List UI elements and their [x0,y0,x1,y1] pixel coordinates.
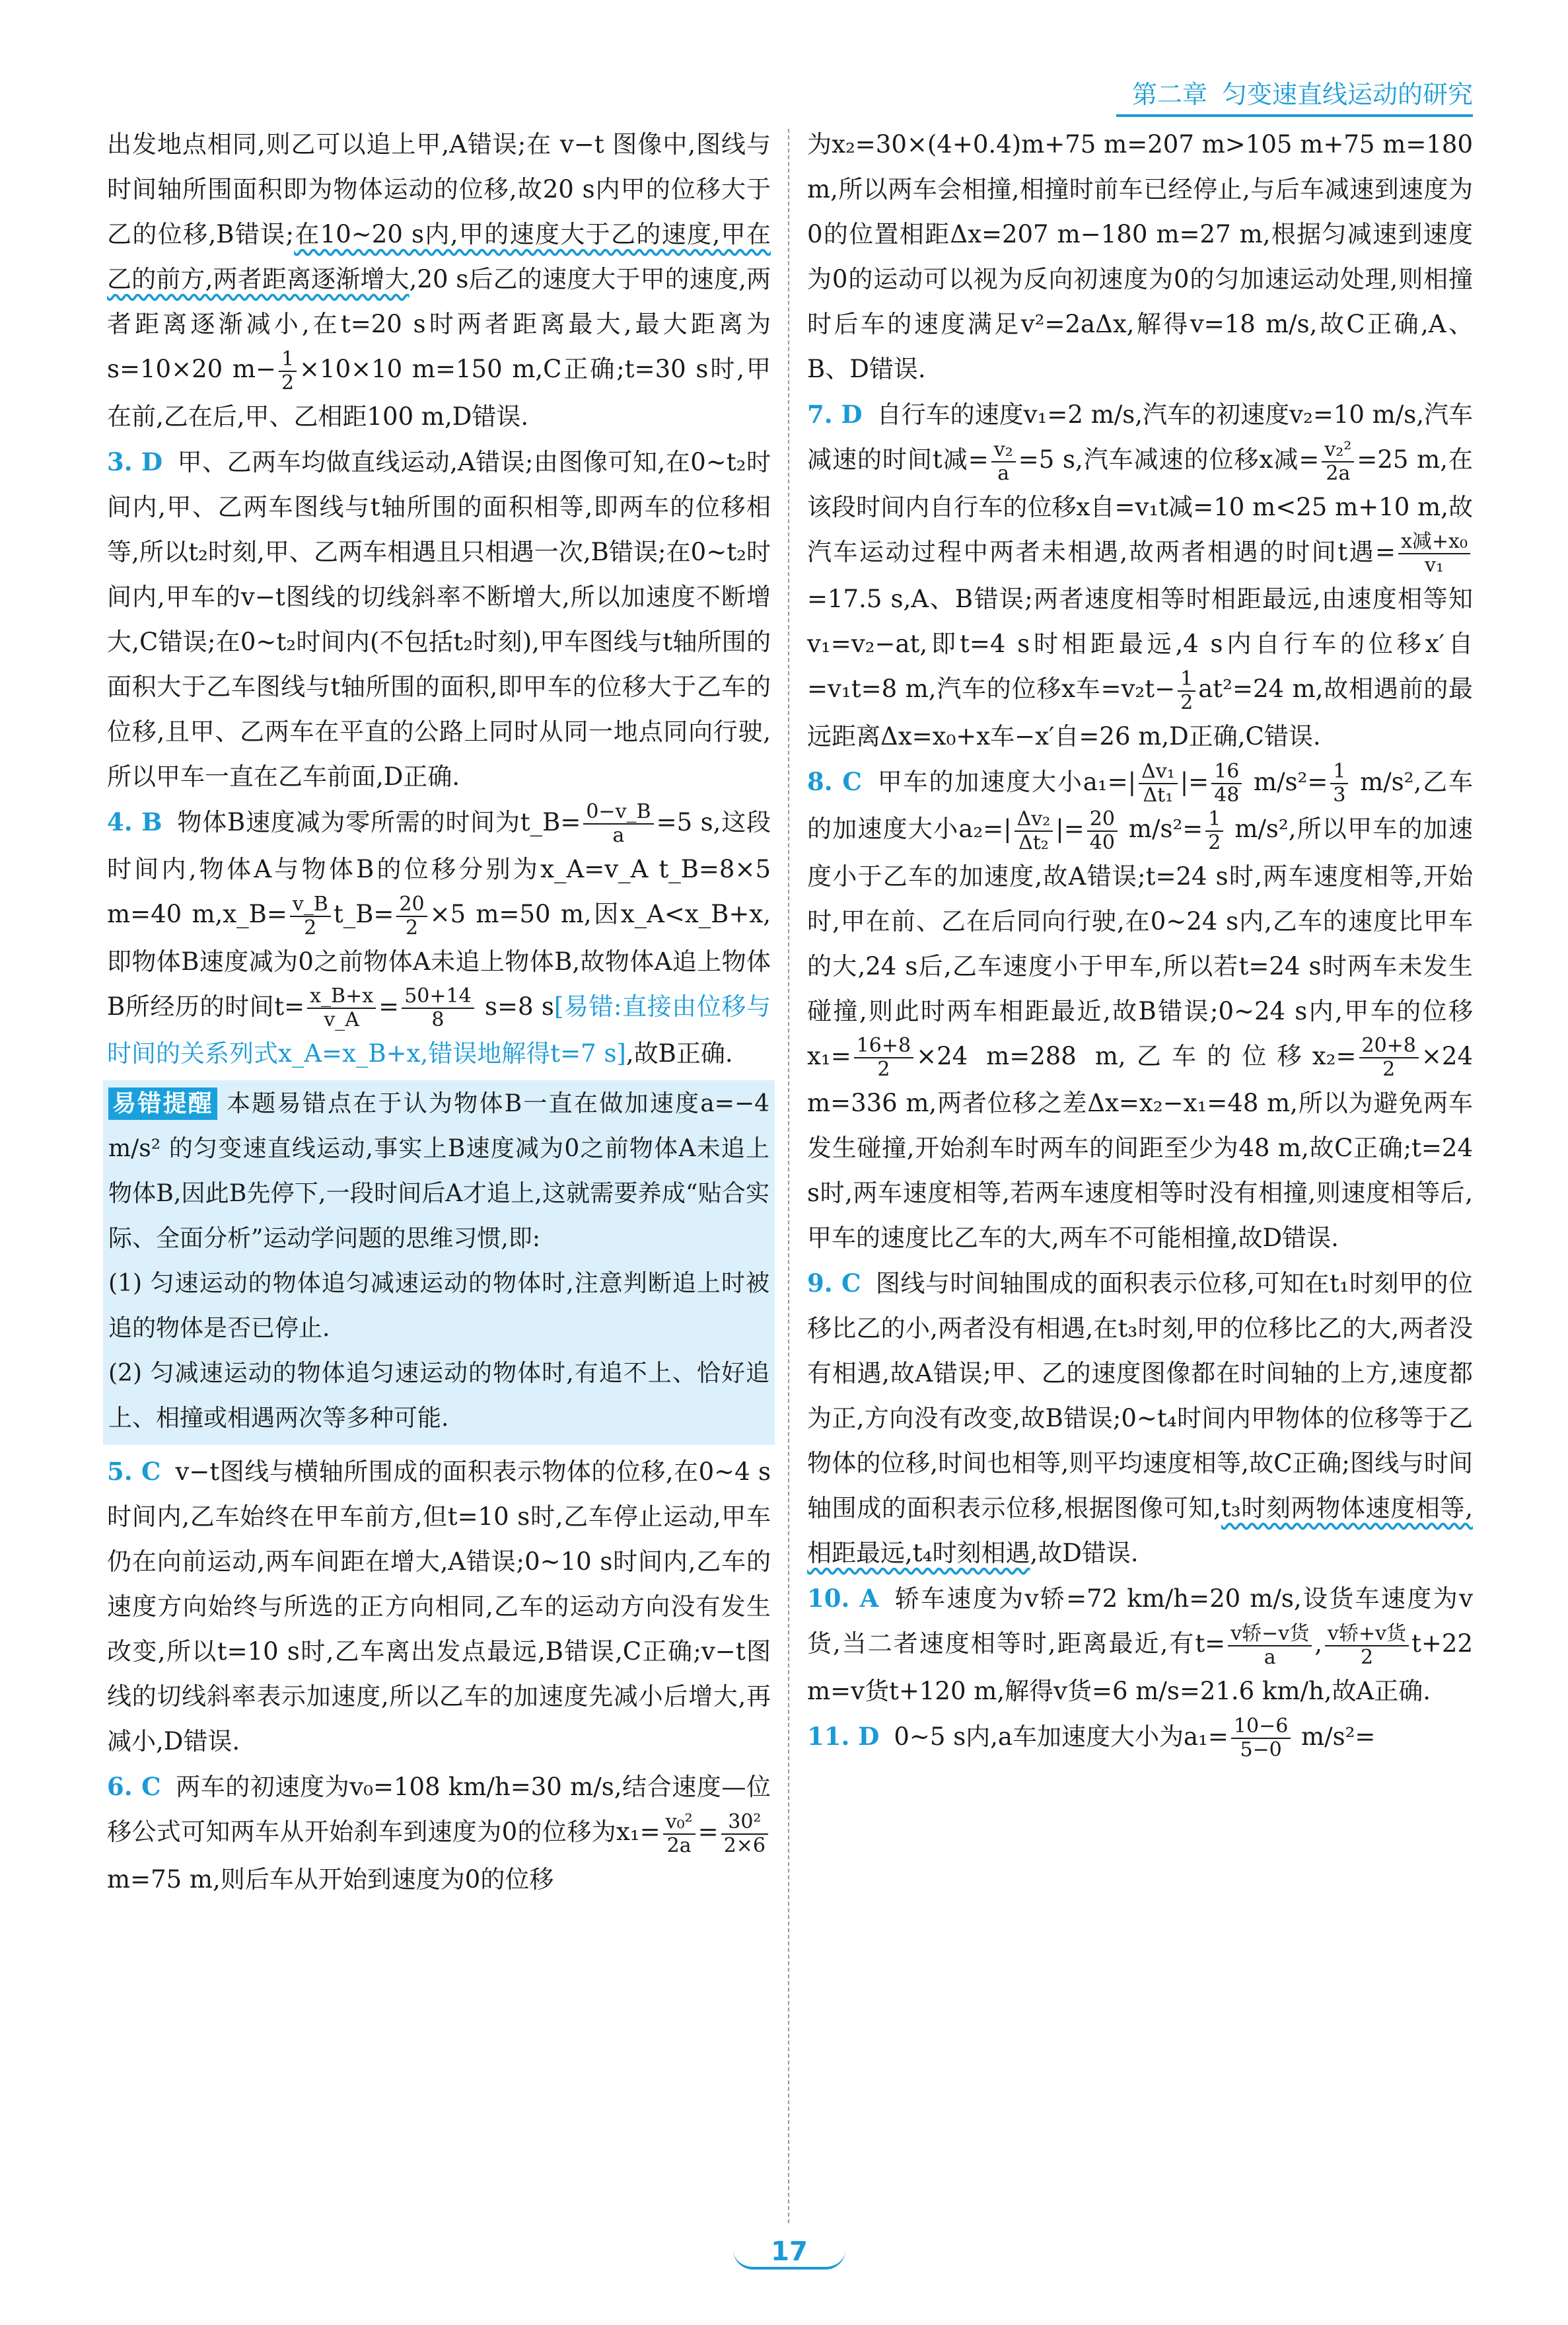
text: t_B= [333,900,394,928]
numerator: 16+8 [854,1035,913,1058]
text: 0~5 s内,a车加速度大小为a₁= [894,1722,1229,1751]
denominator: 2 [304,916,317,940]
tip-text: 本题易错点在于认为物体B一直在做加速度a=−4 m/s² 的匀变速直线运动,事实上B速度减为0之前物体A未追上物体B,因此B先停下,一段时间后A才追上,这就需要养成“贴合实际、全面分析”运动学问题的思维习惯,即: [108,1090,769,1252]
text: 出发地点相同,则乙可以追上甲,A错误;在 v−t 图像中,图线与时间轴所围面积即为物体运动的位移,故20 s内甲的位移大于乙的位移,B错误; [107,130,771,248]
fraction [1330,760,1348,807]
numerator: 20 [396,893,427,917]
error-tip-box [103,1080,775,1445]
fraction [854,1035,913,1081]
numerator: 1 [279,348,297,372]
fraction [279,348,297,394]
numerator: 20+8 [1359,1035,1419,1058]
text: 图线与时间轴围成的面积表示位移,可知在t₁时刻甲的位移比乙的小,两者没有相遇,在t₃时刻,甲的位移比乙的大,两者没有相遇,故A错误;甲、乙的速度图像都在时间轴的上方,速度都为正,方向没有改变,故B错误;0~t₄时间内甲物体的位移等于乙物体的位移,时间也相等,则平均速度相等,故C正确;图线与时间轴围成的面积表示位移,根据图像可知, [807,1269,1473,1522]
numerator: 1 [1205,808,1223,832]
right-column [807,122,1473,1761]
key-point-underline: 在10~20 s内,甲的速度大于乙的速度,甲在乙的前方,两者距离逐渐增大 [107,220,771,293]
answer-paragraph [807,759,1473,1261]
error-note: [易错:直接由位移与时间的关系列式x_A=x_B+x,错误地解得t=7 s] [107,992,771,1068]
answer-paragraph [107,439,771,799]
denominator: 2 [405,916,419,940]
numerator: 1 [1178,668,1195,692]
fraction [1322,439,1354,485]
denominator: 2 [1208,830,1221,854]
chapter-title: 匀变速直线运动的研究 [1221,80,1473,109]
fraction [1231,1715,1291,1761]
text: m/s²= [1293,1722,1376,1751]
tip-line [108,1082,769,1261]
answer-label: 10. A [807,1584,879,1613]
text: ,故D错误. [1030,1539,1139,1567]
denominator: 2a [666,1833,692,1857]
answer-paragraph [107,122,771,439]
denominator: v_A [324,1008,359,1031]
text: =5 s,汽车减速的位移x减= [1018,445,1320,474]
text: 物体B速度减为零所需的时间为t_B= [176,807,581,836]
numerator: Δv₂ [1015,808,1053,832]
denominator: 3 [1333,784,1346,807]
left-column [107,122,771,1902]
tip-label: 易错提醒 [108,1088,217,1120]
text: m/s²,乙车的加速度大小a₂=| [807,767,1473,843]
chapter-number: 第二章 [1131,80,1207,109]
text: ×10×10 m=150 m,C正确;t=30 s时,甲在前,乙在后,甲、乙相距100 m,D错误. [107,355,771,431]
answer-label: 7. D [807,400,863,429]
fraction [1359,1035,1419,1081]
denominator: 2 [877,1058,890,1081]
text: m=75 m,则后车从开始到速度为0的位移 [107,1864,554,1894]
fraction [1325,1623,1409,1669]
denominator: 2 [1180,690,1194,714]
answer-label: 5. C [107,1457,161,1486]
text: ×5 m=50 m,因x_A<x_B+x,即物体B速度减为0之前物体A未追上物体B,故物体A追上物体B所经历的时间t= [107,900,771,1021]
answer-label: 3. D [107,447,163,476]
answer-paragraph [107,1764,771,1902]
text: 两车的初速度为v₀=108 km/h=30 m/s,结合速度—位移公式可知两车从开始刹车到速度为0的位移为x₁= [107,1773,771,1846]
text: ×24 m=288 m,乙车的位移x₂= [916,1041,1357,1070]
tip-line [108,1261,769,1351]
numerator: x减+x₀ [1398,531,1470,554]
text: ,故B正确. [625,1039,733,1068]
denominator: a [612,824,625,847]
text: , [1314,1629,1322,1658]
numerator: v₂² [1322,439,1354,462]
chapter-header [1116,74,1473,117]
denominator: 2 [1360,1645,1374,1669]
denominator: a [1264,1645,1276,1669]
fraction [1178,668,1195,714]
text: t+22 m=v货t+120 m,解得v货=6 m/s=21.6 km/h,故A正确. [807,1629,1473,1705]
key-point-underline: t₃时刻两物体速度相等,相距最远,t₄时刻相遇 [807,1494,1473,1567]
denominator: 48 [1214,784,1240,807]
numerator: 0−v_B [583,801,653,825]
fraction [1139,760,1178,807]
answer-paragraph [107,799,771,1077]
text: = [378,992,400,1021]
denominator: 2×6 [723,1833,766,1857]
answer-paragraph [807,1576,1473,1714]
fraction [396,893,427,940]
denominator: 2 [1382,1058,1396,1081]
numerator: 10−6 [1231,1715,1291,1739]
fraction [1398,531,1470,577]
numerator: x_B+x [307,985,376,1009]
fraction [307,985,376,1031]
numerator: Δv₁ [1139,760,1178,784]
text: 自行车的速度v₁=2 m/s,汽车的初速度v₂=10 m/s,汽车减速的时间t减= [807,400,1474,474]
fraction [402,985,474,1031]
text: ,20 s后乙的速度大于甲的速度,两者距离逐渐减小,在t=20 s时两者距离最大,最大距离为s=10×20 m− [107,265,771,383]
denominator: 8 [431,1008,445,1031]
numerator: 30² [721,1811,768,1835]
tip-text: (1) 匀速运动的物体追匀减速运动的物体时,注意判断追上时被追的物体是否已停止. [108,1270,769,1342]
denominator: v₁ [1425,554,1444,577]
text: s=8 s [476,992,554,1021]
answer-label: 11. D [807,1721,880,1751]
text: 甲、乙两车均做直线运动,A错误;由图像可知,在0~t₂时间内,甲、乙两车图线与t轴所围的面积相等,即两车的位移相等,所以t₂时刻,甲、乙两车相遇且只相遇一次,B错误;在0~t₂时间内,甲车的v−t图线的切线斜率不断增大,所以加速度不断增大,C错误;在0~t₂时间内(不包括t₂时刻),甲车图线与t轴所围的面积大于乙车图线与t轴所围的面积,即甲车的位移大于乙车的位移,且甲、乙两车在平直的公路上同时从同一地点同向行驶,所以甲车一直在乙车前面,D正确. [107,447,771,791]
text: 轿车速度为v轿=72 km/h=20 m/s,设货车速度为v货,当二者速度相等时,距离最近,有t= [807,1584,1473,1658]
text: =17.5 s,A、B错误;两者速度相等时相距最远,由速度相等知v₁=v₂−at,即t=4 s时相距最远,4 s内自行车的位移x′自=v₁t=8 m,汽车的位移x车=v₂t− [807,585,1473,703]
fraction [290,893,331,940]
text: m/s²= [1120,815,1203,843]
fraction [663,1811,695,1857]
fraction [1228,1623,1312,1669]
text: at²=24 m,故相遇前的最远距离Δx=x₀+x车−x′自=26 m,D正确,C错误. [807,675,1473,751]
fraction [991,439,1016,485]
text: 甲车的加速度大小a₁=| [876,767,1137,796]
fraction [1087,808,1118,854]
fraction [1015,808,1053,854]
answer-label: 4. B [107,807,162,836]
numerator: v_B [290,893,331,917]
answer-paragraph [807,1714,1473,1762]
denominator: Δt₁ [1143,784,1174,807]
denominator: 5−0 [1240,1738,1282,1761]
answer-label: 6. C [107,1772,161,1801]
denominator: 2a [1326,461,1351,485]
column-divider [788,129,789,2223]
denominator: 40 [1089,830,1115,854]
text: |= [1180,767,1209,796]
text: =25 m,在该段时间内自行车的位移x自=v₁t减=10 m<25 m+10 m,故汽车运动过程中两者未相遇,故两者相遇的时间t遇= [807,445,1473,566]
text: m/s²,所以甲车的加速度小于乙车的加速度,故A错误;t=24 s时,两车速度相等,开始时,甲在前、乙在后同向行驶,在0~24 s内,乙车的速度比甲车的大,24 s后,乙车速度小于甲车,所以若t=24 s时两车未发生碰撞,则此时两车相距最近,故B错误;0~24 s内,甲车的位移x₁= [807,815,1473,1070]
numerator: 16 [1211,760,1242,784]
numerator: 1 [1330,760,1348,784]
answer-paragraph [807,122,1473,392]
tip-text: (2) 匀减速运动的物体追匀速运动的物体时,有追不上、恰好追上、相撞或相遇两次等多种可能. [108,1360,769,1432]
fraction [1211,760,1242,807]
text: 为x₂=30×(4+0.4)m+75 m=207 m>105 m+75 m=180 m,所以两车会相撞,相撞时前车已经停止,与后车减速到速度为0的位置相距Δx=207 m−180 m=27 m,根据匀减速到速度为0的运动可以视为反向初速度为0的匀加速运动处理,则相撞时后车的速度满足v²=2aΔx,解得v=18 m/s,故C正确,A、B、D错误. [807,130,1473,383]
text: =5 s,这段时间内,物体A与物体B的位移分别为x_A=v_A t_B=8×5 m=40 m,x_B= [107,807,771,928]
denominator: 2 [281,371,295,394]
text: m/s²= [1244,767,1328,796]
tip-line [108,1351,769,1441]
page-number: 17 [733,2236,845,2270]
denominator: Δt₂ [1018,830,1049,854]
answer-label: 8. C [807,766,862,796]
numerator: 20 [1087,808,1118,832]
answer-label: 9. C [807,1269,861,1298]
text: ×24 m=336 m,两者位移之差Δx=x₂−x₁=48 m,所以为避免两车发生碰撞,开始刹车时两车的间距至少为48 m,故C正确;t=24 s时,两车速度相等,若两车速度相等时没有相撞,则速度相等后,甲车的速度比乙车的大,两车不可能相撞,故D错误. [807,1041,1473,1252]
text: = [697,1818,719,1846]
numerator: v₀² [663,1811,695,1835]
numerator: 50+14 [402,985,474,1009]
denominator: a [997,461,1010,485]
answer-paragraph [807,1261,1473,1576]
numerator: v轿−v货 [1228,1623,1312,1646]
text: v−t图线与横轴所围成的面积表示物体的位移,在0~4 s时间内,乙车始终在甲车前方,但t=10 s时,乙车停止运动,甲车仍在向前运动,两车间距在增大,A错误;0~10 s时间内,乙车的速度方向始终与所选的正方向相同,乙车的运动方向没有发生改变,所以t=10 s时,乙车离出发点最远,B错误,C正确;v−t图线的切线斜率表示加速度,所以乙车的加速度先减小后增大,再减小,D错误. [107,1458,771,1755]
numerator: v₂ [991,439,1016,462]
numerator: v轿+v货 [1325,1623,1409,1646]
fraction [583,801,653,847]
answer-paragraph [807,392,1473,759]
text: |= [1055,815,1085,843]
answer-paragraph [107,1449,771,1764]
fraction [721,1811,768,1857]
fraction [1205,808,1223,854]
